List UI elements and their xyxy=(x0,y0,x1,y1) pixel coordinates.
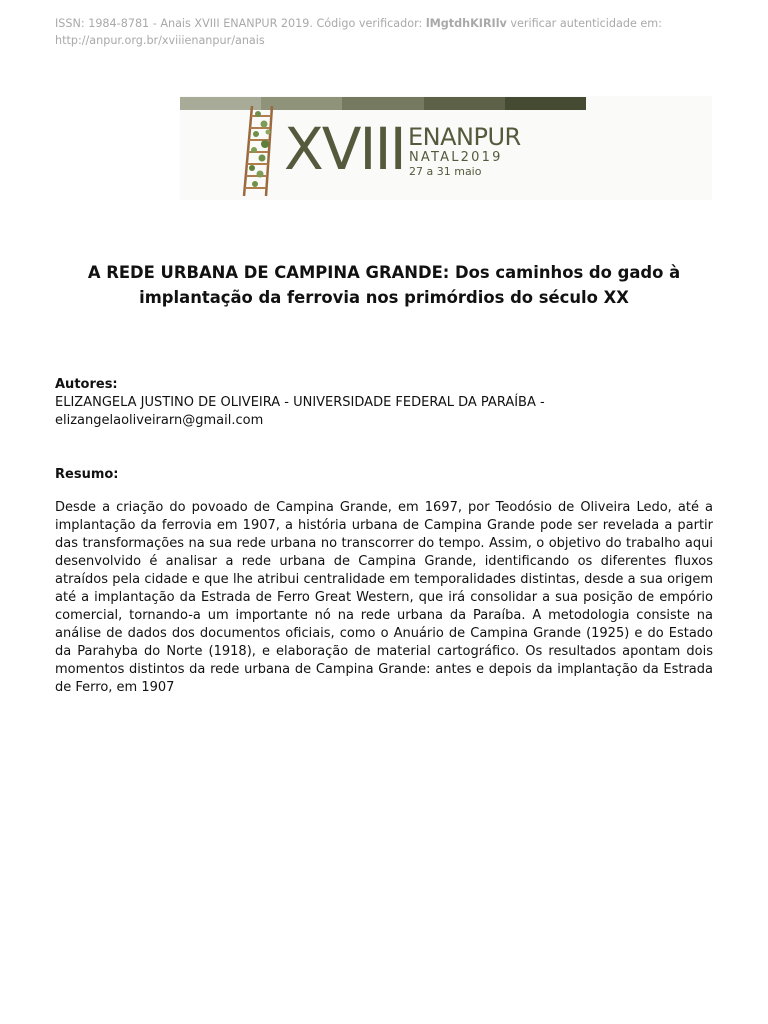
event-name: ENANPUR xyxy=(408,123,521,151)
abstract-text: Desde a criação do povoado de Campina Grande, em 1697, por Teodósio de Oliveira Ledo, até a implantação da ferrovia em 1907, a história urbana de Campina Grande pode ser revelada a partir das transformações na sua rede urbana no transcorrer do tempo. Assim, o objetivo do trabalho aqui desenvolvido é analisar a rede urbana de Campina Grande, identificando os diferentes fluxos atraídos pela cidade e que lhe atribui centralidade em temporalidades distintas, desde a sua origem até a implantação da Estrada de Ferro Great Western, que irá consolidar a sua posição de empório comercial, tornando-a um importante nó na rede urbana da Paraíba. A metodologia consiste na análise de dados dos documentos oficiais, como o Anuário de Campina Grande (1925) e do Estado da Parahyba do Norte (1918), e elaboração de material cartográfico. Os resultados apontam dois momentos distintos da rede urbana de Campina Grande: antes e depois da implantação da Estrada de Ferro, em 1907 xyxy=(55,500,713,695)
issn-suffix: verificar autenticidade em: http://anpur.org.br/xviiienanpur/anais xyxy=(55,17,662,47)
authors-label: Autores: xyxy=(55,377,118,392)
author-affiliation: ELIZANGELA JUSTINO DE OLIVEIRA - UNIVERSIDADE FEDERAL DA PARAÍBA - xyxy=(55,395,545,410)
edition-numeral: XVIII xyxy=(284,115,405,183)
authors-block xyxy=(55,394,715,430)
abstract-label: Resumo: xyxy=(55,467,119,482)
author-email: elizangelaoliveirarn@gmail.com xyxy=(55,413,264,428)
issn-prefix: ISSN: 1984-8781 - Anais XVIII ENANPUR 2019. Código verificador: xyxy=(55,17,426,30)
verification-code: lMgtdhKIRIlv xyxy=(425,17,507,30)
event-dates: 27 a 31 maio xyxy=(409,165,482,178)
color-bar xyxy=(424,97,505,110)
color-bar xyxy=(342,97,423,110)
paper-title: A REDE URBANA DE CAMPINA GRANDE: Dos caminhos do gado à implantação da ferrovia nos primórdios do século XX xyxy=(87,263,681,307)
color-bar xyxy=(505,97,586,110)
issn-header xyxy=(55,16,695,49)
event-city-year: NATAL2019 xyxy=(409,150,503,165)
event-banner xyxy=(180,96,712,200)
ladder-vine-icon xyxy=(238,102,288,198)
